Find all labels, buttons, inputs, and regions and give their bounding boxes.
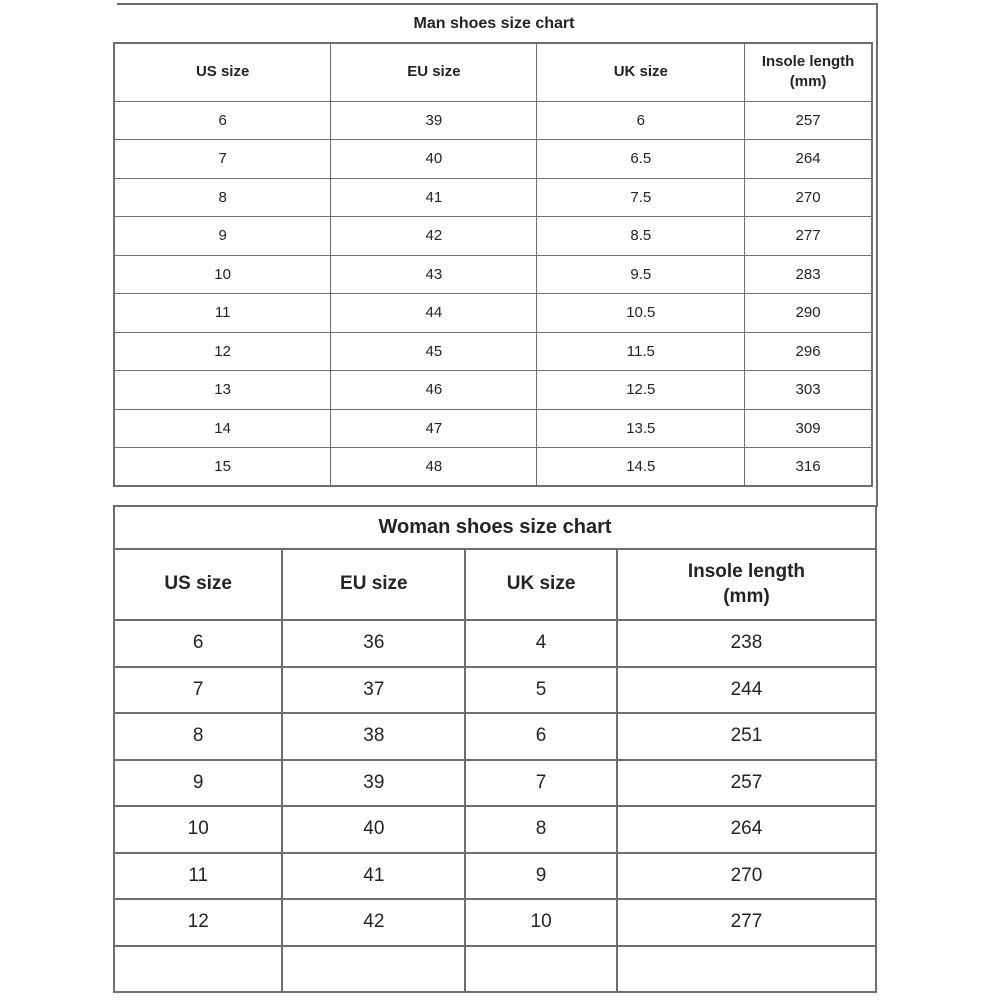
- table-cell: [465, 946, 617, 993]
- table-row: [114, 760, 876, 807]
- table-row: [114, 713, 876, 760]
- table-cell: 11: [114, 853, 282, 900]
- table-cell: 45: [331, 332, 537, 371]
- woman-table-header: [114, 549, 876, 620]
- woman-size-chart-table: [113, 548, 877, 993]
- table-cell: 9: [465, 853, 617, 900]
- table-cell: 264: [745, 140, 872, 179]
- table-cell: 14: [114, 409, 331, 448]
- column-header-insole-length: Insole length (mm): [617, 549, 876, 620]
- table-cell: 10.5: [537, 294, 745, 333]
- table-cell: 277: [617, 899, 876, 946]
- table-cell: 6: [465, 713, 617, 760]
- table-cell: 42: [282, 899, 465, 946]
- right-border-rule: [876, 3, 878, 507]
- table-cell: 15: [114, 448, 331, 487]
- table-row: [114, 448, 872, 487]
- column-header-uk-size: UK size: [537, 43, 745, 101]
- table-cell: 290: [745, 294, 872, 333]
- table-cell: 9: [114, 760, 282, 807]
- table-row: [114, 806, 876, 853]
- table-cell: 9.5: [537, 255, 745, 294]
- table-cell: 251: [617, 713, 876, 760]
- table-cell: 303: [745, 371, 872, 410]
- table-row: [114, 667, 876, 714]
- table-cell: 283: [745, 255, 872, 294]
- table-cell: 6: [537, 101, 745, 140]
- table-cell: 7: [465, 760, 617, 807]
- table-row: [114, 620, 876, 667]
- table-cell: 6: [114, 620, 282, 667]
- table-cell: 8: [114, 713, 282, 760]
- woman-table-body: [114, 620, 876, 992]
- table-cell: 8: [114, 178, 331, 217]
- table-cell: 40: [282, 806, 465, 853]
- table-cell: 238: [617, 620, 876, 667]
- table-row: [114, 332, 872, 371]
- table-cell: 38: [282, 713, 465, 760]
- table-cell: 7: [114, 140, 331, 179]
- table-row: [114, 946, 876, 993]
- table-row: [114, 371, 872, 410]
- header-row: [114, 43, 872, 101]
- woman-chart-title: Woman shoes size chart: [113, 505, 877, 550]
- table-cell: 296: [745, 332, 872, 371]
- table-cell: 264: [617, 806, 876, 853]
- table-cell: 309: [745, 409, 872, 448]
- man-table-header: [114, 43, 872, 101]
- table-row: [114, 140, 872, 179]
- table-cell: [617, 946, 876, 993]
- table-cell: 5: [465, 667, 617, 714]
- table-cell: 244: [617, 667, 876, 714]
- table-cell: 48: [331, 448, 537, 487]
- table-cell: 7.5: [537, 178, 745, 217]
- table-cell: 6.5: [537, 140, 745, 179]
- column-header-eu-size: EU size: [331, 43, 537, 101]
- table-cell: 277: [745, 217, 872, 256]
- column-header-us-size: US size: [114, 43, 331, 101]
- table-cell: 270: [745, 178, 872, 217]
- table-row: [114, 178, 872, 217]
- table-cell: 257: [617, 760, 876, 807]
- table-cell: 12: [114, 332, 331, 371]
- table-cell: 10: [114, 255, 331, 294]
- table-row: [114, 294, 872, 333]
- column-header-us-size: US size: [114, 549, 282, 620]
- table-cell: 13: [114, 371, 331, 410]
- table-cell: 9: [114, 217, 331, 256]
- table-row: [114, 899, 876, 946]
- table-cell: 257: [745, 101, 872, 140]
- column-header-eu-size: EU size: [282, 549, 465, 620]
- man-table-body: [114, 101, 872, 486]
- table-row: [114, 101, 872, 140]
- table-cell: 7: [114, 667, 282, 714]
- table-cell: 44: [331, 294, 537, 333]
- table-row: [114, 217, 872, 256]
- table-cell: 39: [282, 760, 465, 807]
- table-cell: [114, 946, 282, 993]
- table-cell: 37: [282, 667, 465, 714]
- table-cell: 41: [331, 178, 537, 217]
- table-cell: 316: [745, 448, 872, 487]
- table-cell: 46: [331, 371, 537, 410]
- table-cell: 41: [282, 853, 465, 900]
- table-cell: 43: [331, 255, 537, 294]
- table-cell: 13.5: [537, 409, 745, 448]
- table-cell: 4: [465, 620, 617, 667]
- table-cell: 10: [465, 899, 617, 946]
- table-cell: 40: [331, 140, 537, 179]
- man-size-chart-table: [113, 42, 873, 487]
- table-row: [114, 853, 876, 900]
- table-cell: 11.5: [537, 332, 745, 371]
- table-cell: 12.5: [537, 371, 745, 410]
- table-cell: 36: [282, 620, 465, 667]
- table-cell: 11: [114, 294, 331, 333]
- table-cell: 8: [465, 806, 617, 853]
- table-row: [114, 255, 872, 294]
- table-cell: 8.5: [537, 217, 745, 256]
- table-cell: 42: [331, 217, 537, 256]
- table-cell: 270: [617, 853, 876, 900]
- table-cell: 10: [114, 806, 282, 853]
- table-cell: 6: [114, 101, 331, 140]
- column-header-uk-size: UK size: [465, 549, 617, 620]
- table-row: [114, 409, 872, 448]
- table-cell: 12: [114, 899, 282, 946]
- column-header-insole-length: Insole length (mm): [745, 43, 872, 101]
- table-cell: 47: [331, 409, 537, 448]
- table-cell: [282, 946, 465, 993]
- table-cell: 14.5: [537, 448, 745, 487]
- header-row: [114, 549, 876, 620]
- man-chart-title: Man shoes size chart: [413, 14, 575, 32]
- table-cell: 39: [331, 101, 537, 140]
